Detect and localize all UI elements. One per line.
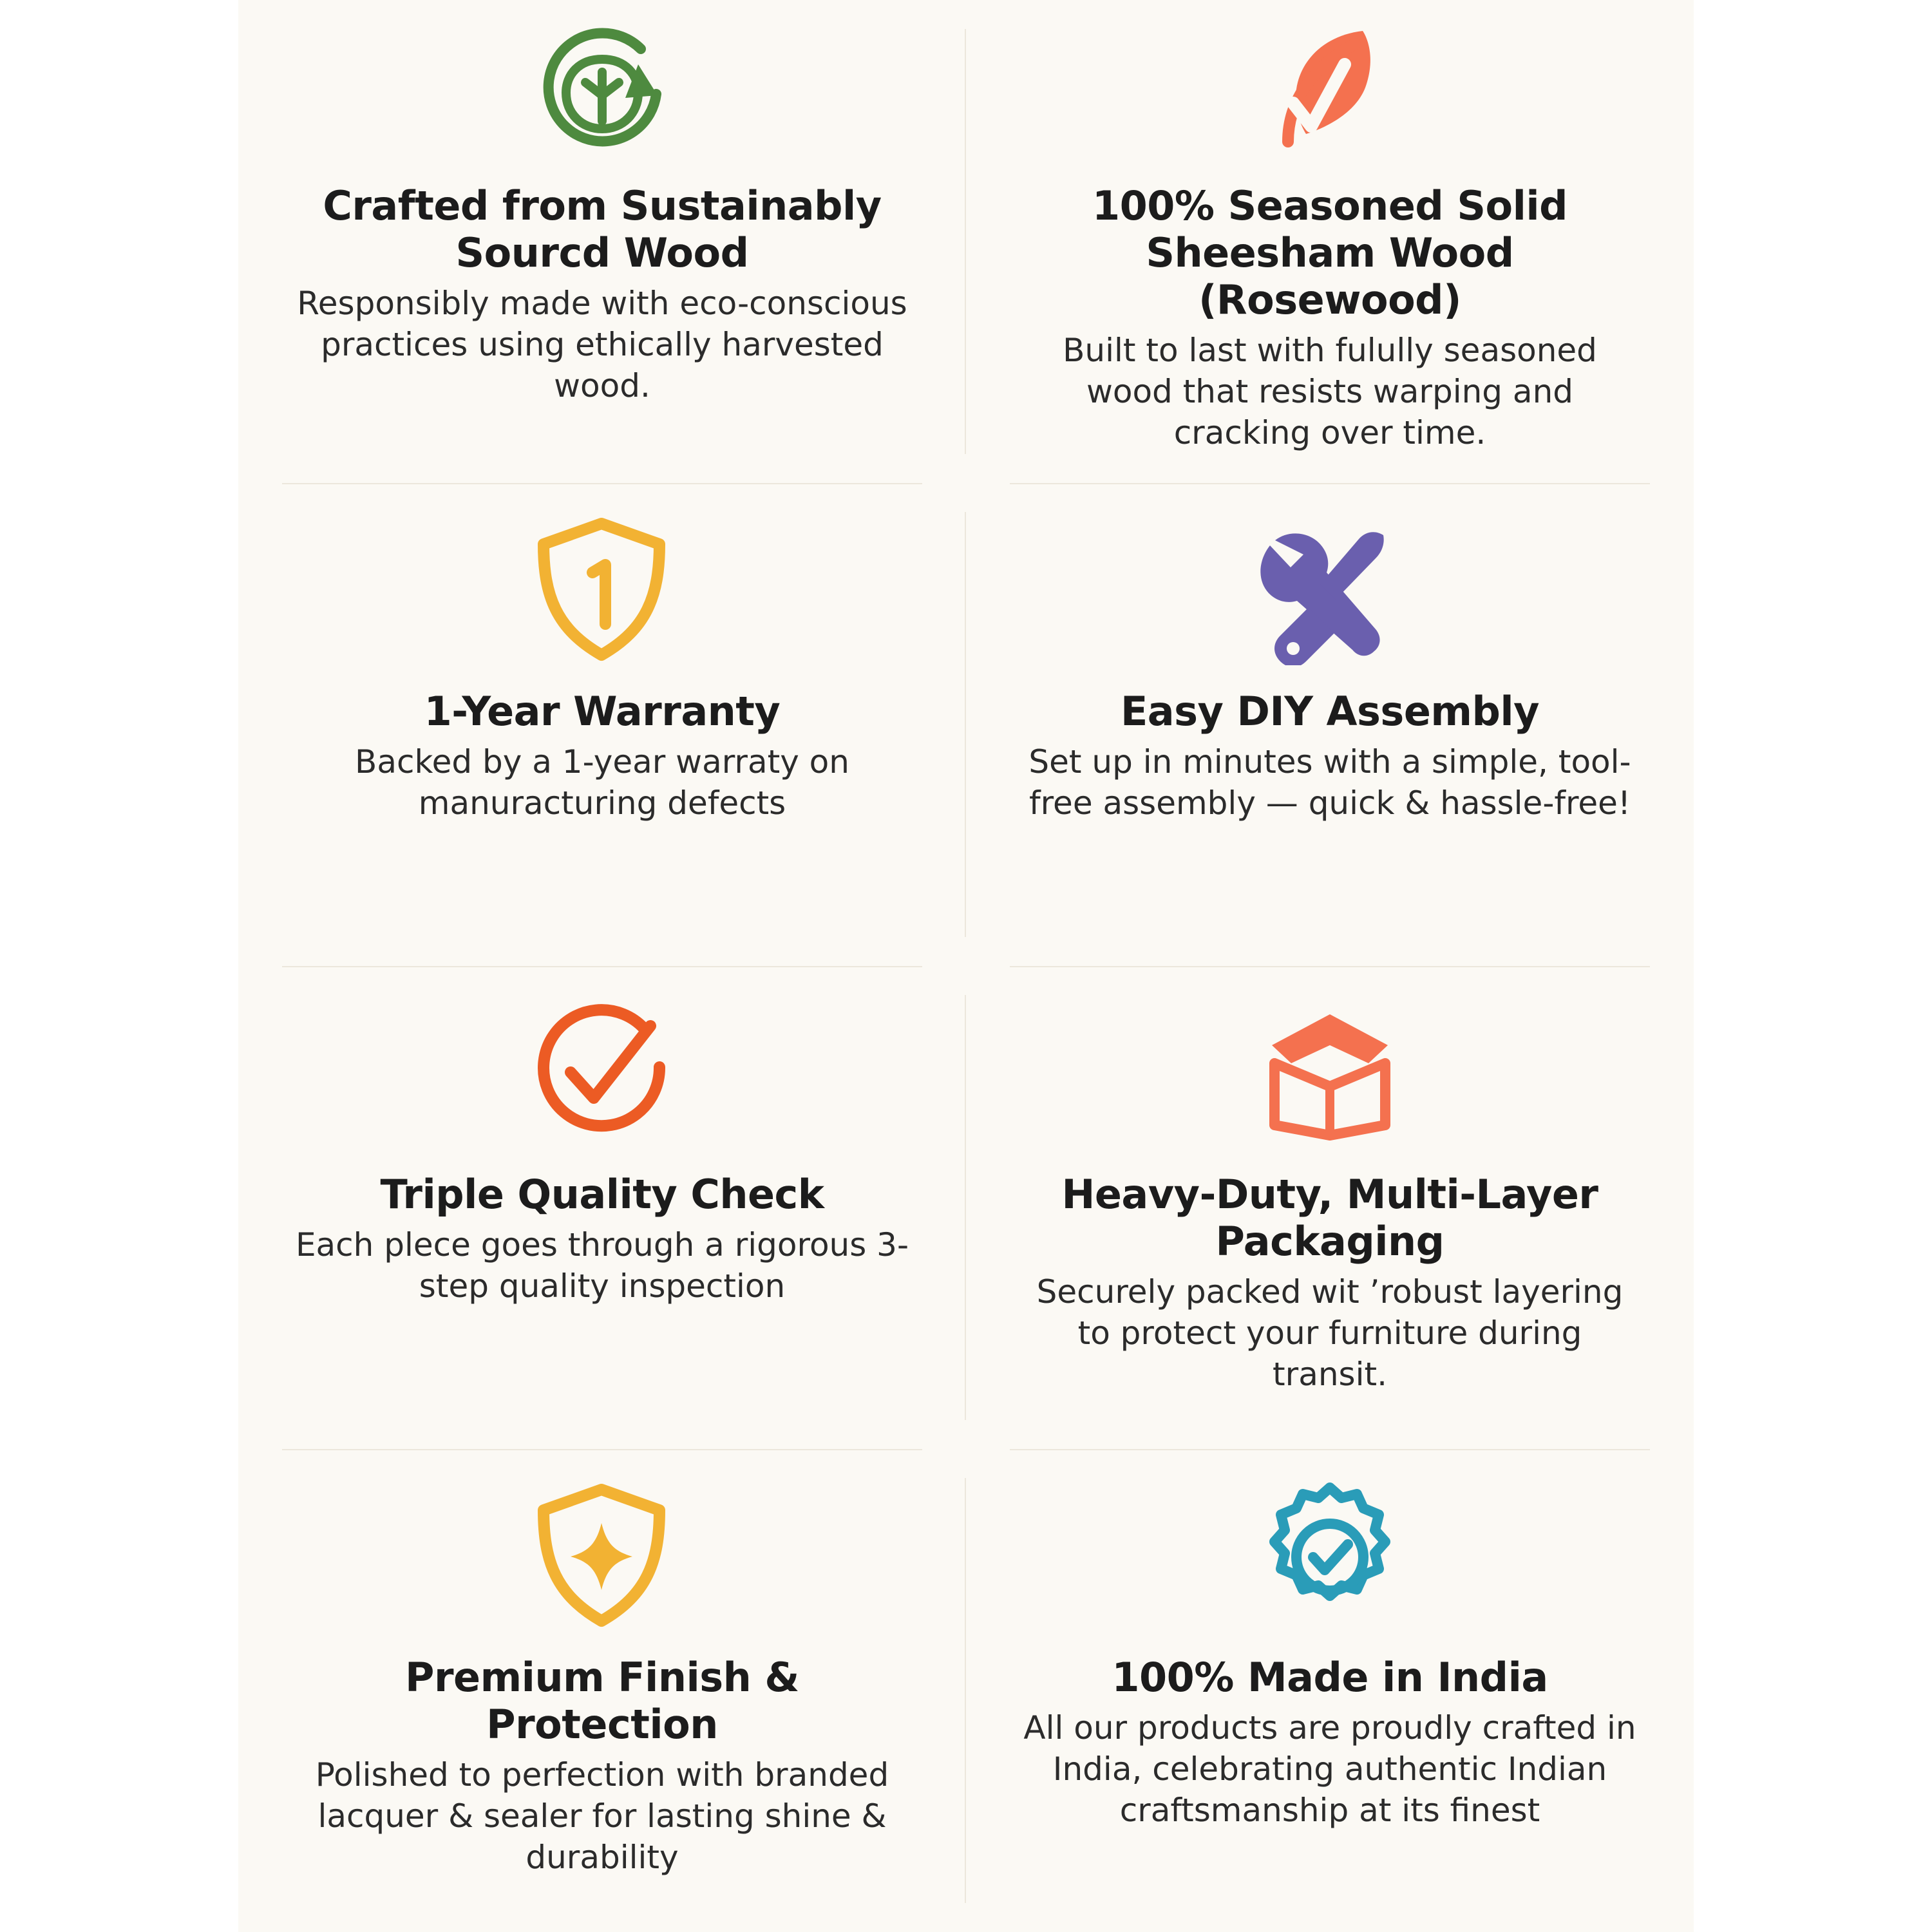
feature-description: Backed by a 1-year warraty on manuracturing defects — [355, 743, 849, 822]
feature-card-made-in-india — [966, 1449, 1694, 1932]
leaf-check-icon — [1249, 12, 1410, 182]
badge-check-icon — [1253, 1461, 1407, 1654]
feature-description: Each plece goes through a rigorous 3-step quality inspection — [295, 1226, 909, 1305]
feature-title: Easy DIY Assembly — [1120, 688, 1540, 735]
feature-description: All our products are proudly crafted in India, celebrating authentic Indian craftsmanship at its finest — [1023, 1709, 1636, 1830]
leaf-recycle-icon — [518, 12, 686, 182]
feature-title: Heavy-Duty, Multi-Layer Packaging — [1061, 1171, 1598, 1265]
feature-card-seasoned-sheesham — [966, 0, 1694, 483]
open-box-icon — [1246, 978, 1414, 1171]
feature-title: Premium Finish & Protection — [405, 1654, 799, 1748]
feature-title: 1-Year Warranty — [424, 688, 781, 735]
shield-sparkle-icon — [528, 1461, 676, 1654]
feature-description: Built to last with fulully seasoned wood that resists warping and cracking over time. — [1063, 332, 1597, 452]
shield-one-year-icon — [528, 495, 676, 688]
feature-title: Triple Quality Check — [380, 1171, 824, 1218]
wrench-screwdriver-icon — [1249, 495, 1410, 688]
circle-check-icon — [522, 978, 683, 1171]
feature-title: 100% Seasoned Solid Sheesham Wood (Rosewood) — [1092, 182, 1567, 324]
feature-card-premium-finish — [238, 1449, 966, 1932]
feature-description: Set up in minutes with a simple, tool-free assembly — quick & hassle-free! — [1028, 743, 1631, 822]
feature-grid — [238, 0, 1694, 1932]
feature-card-sustainable-wood — [238, 0, 966, 483]
feature-description: Responsibly made with eco-conscious practices using ethically harvested wood. — [297, 285, 907, 405]
feature-title: 100% Made in India — [1112, 1654, 1548, 1701]
feature-description: Securely packed wit ’robust layering to protect your furniture during transit. — [1036, 1273, 1624, 1394]
feature-card-triple-quality-check — [238, 966, 966, 1449]
feature-description: Polished to perfection with branded lacquer & sealer for lasting shine & durability — [315, 1756, 889, 1877]
feature-card-packaging — [966, 966, 1694, 1449]
feature-title: Crafted from Sustainably Sourcd Wood — [323, 182, 882, 277]
feature-card-diy-assembly — [966, 483, 1694, 966]
feature-card-warranty — [238, 483, 966, 966]
